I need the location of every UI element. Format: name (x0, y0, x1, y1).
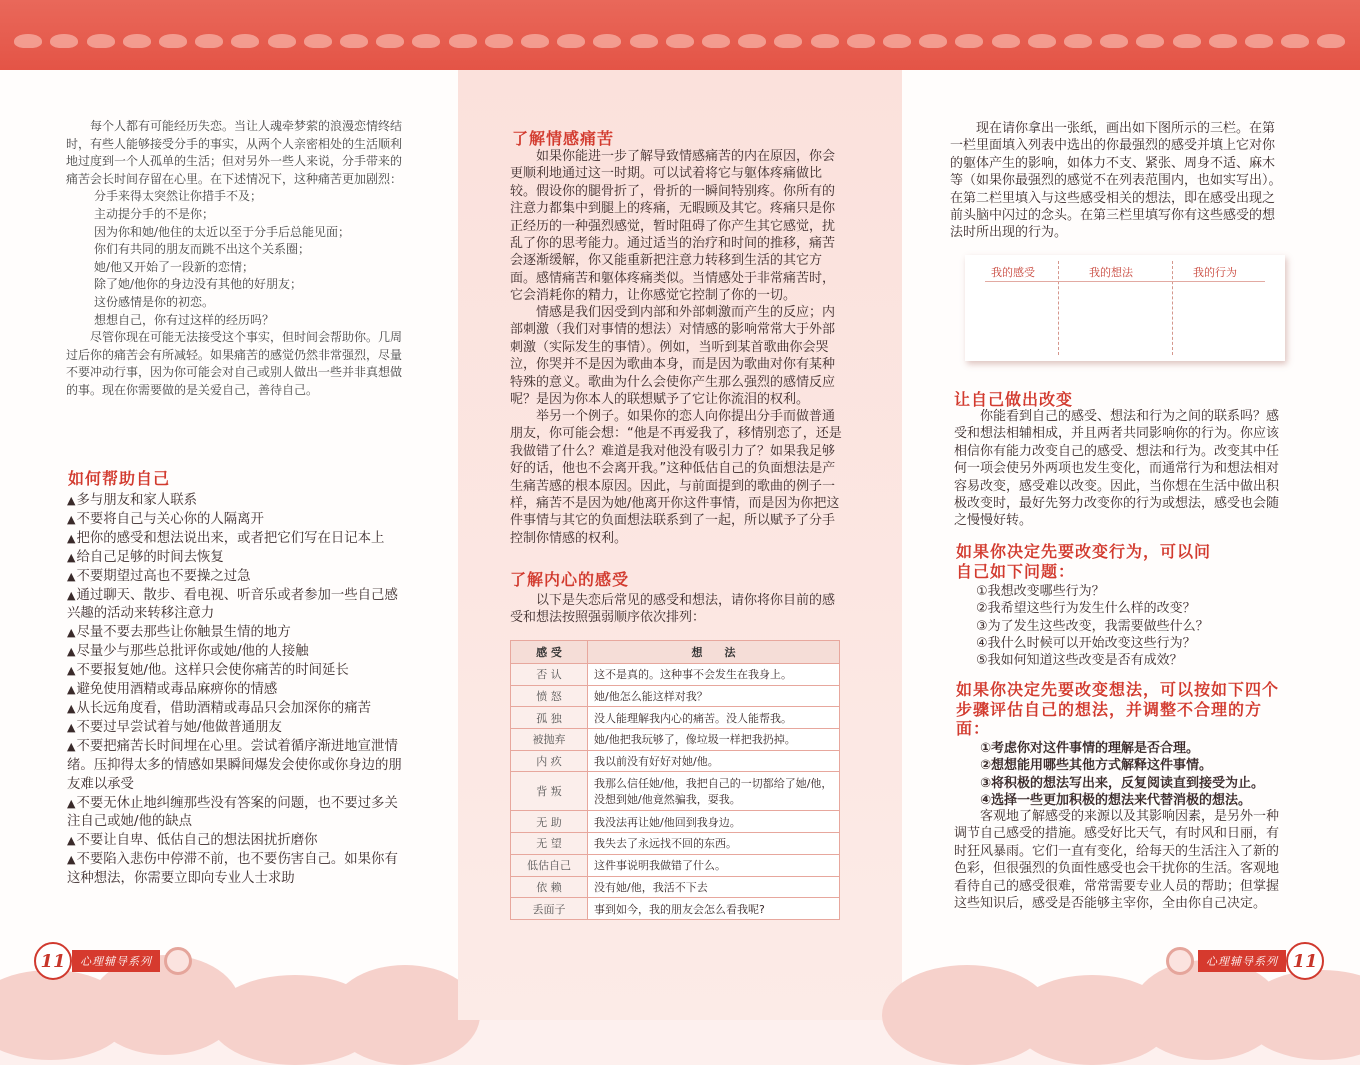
list-item: ▲ 从长远角度看，借助酒精或毒品只会加深你的痛苦 (67, 700, 407, 719)
list-item: ▲ 多与朋友和家人联系 (67, 492, 407, 511)
series-label: 心理辅导系列 (72, 950, 160, 972)
list-item: ②想想能用哪些其他方式解释这件事情。 (980, 758, 1213, 774)
three-column-card (965, 255, 1285, 361)
table-cell: 低估自己 (511, 854, 588, 876)
list-item: ▲ 不要无休止地纠缠那些没有答案的问题，也不要过多关注自己或她/他的缺点 (67, 795, 407, 833)
column-divider (1172, 261, 1173, 355)
table-cell: 无 望 (511, 833, 588, 855)
list-item: ▲ 不要把痛苦长时间埋在心里。尝试着循序渐进地宣泄情绪。压抑得太多的情感如果瞬间爆发会使你或你身边的朋友难以承受 (67, 738, 407, 795)
column-label: 我的行为 (1193, 266, 1237, 279)
table-cell: 事到如今，我的朋友会怎么看我呢? (588, 898, 840, 920)
table-row (511, 772, 840, 811)
list-item: ①我想改变哪些行为？ (976, 584, 1105, 599)
list-item: ▲ 不要期望过高也不要操之过急 (67, 568, 407, 587)
table-row (511, 729, 840, 751)
list-item: ④我什么时候可以开始改变这些行为？ (976, 635, 1196, 651)
table-cell: 我那么信任她/他，我把自己的一切都给了她/他，没想到她/他竟然骗我，耍我。 (588, 772, 840, 811)
emotional-pain-paragraph-1: 如果你能进一步了解导致情感痛苦的内在原因，你会更顺利地通过这一时期。可以试着将它与躯体疼痛做比较。假设你的腿骨折了，骨折的一瞬间特别疼。你所有的注意力都集中到腿上的疼痛，无暇顾及其它。疼痛只是你正经历的一种强烈感觉，暂时阻碍了你产生其它感觉，扰乱了你的思考能力。通过适当的治疗和时间的推移，痛苦会逐渐缓解，你又能重新把注意力转移到生活的其它方面。感情痛苦和躯体疼痛类似。当情感处于非常痛苦时，它会消耗你的精力，让你感觉它控制了你的一切。 (510, 149, 836, 304)
series-label: 心理辅导系列 (1198, 950, 1286, 972)
list-item: ▲ 不要让自卑、低估自己的想法困扰折磨你 (67, 832, 407, 851)
table-cell: 丢面子 (511, 898, 588, 920)
footer-right (1162, 942, 1324, 980)
top-banner (0, 0, 1360, 70)
table-cell: 依 赖 (511, 876, 588, 898)
list-item: ▲ 不要陷入悲伤中停滞不前，也不要伤害自己。如果你有这种想法，你需要立即向专业人士求助 (67, 851, 407, 889)
table-cell: 这件事说明我做错了什么。 (588, 854, 840, 876)
make-change-heading: 让自己做出改变 (954, 390, 1074, 409)
table-cell: 愤 怒 (511, 685, 588, 707)
list-item: ▲ 尽量少与那些总批评你或她/他的人接触 (67, 643, 407, 662)
table-header-row (511, 641, 840, 664)
list-item: ③为了发生这些改变，我需要做些什么？ (976, 618, 1209, 634)
table-cell: 没人能理解我内心的痛苦。没人能帮我。 (588, 707, 840, 729)
table-cell: 我没法再让她/他回到我身边。 (588, 811, 840, 833)
table-row (511, 685, 840, 707)
closing-paragraph: 客观地了解感受的来源以及其影响因素，是另外一种调节自己感受的措施。感受好比天气，有时风和日丽，有时狂风暴雨。它们一直有变化，给每天的生活注入了新的色彩，但很强烈的负面性感受也会干扰你的生活。客观地看待自己的感受很难，常常需要专业人员的帮助；但掌握这些知识后，感受是否能够主宰你，全由你自己决定。 (954, 809, 1280, 912)
table-cell: 否 认 (511, 664, 588, 686)
table-cell: 这不是真的。这种事不会发生在我身上。 (588, 664, 840, 686)
footer-left (34, 942, 196, 980)
table-cell: 她/他把我玩够了，像垃圾一样把我扔掉。 (588, 729, 840, 751)
inner-feelings-paragraph: 以下是失恋后常见的感受和想法，请你将你目前的感受和想法按照强弱顺序依次排列： (510, 593, 836, 626)
list-item: ▲ 不要过早尝试着与她/他做普通朋友 (67, 719, 407, 738)
table-cell: 孤 独 (511, 707, 588, 729)
list-item: ▲ 不要报复她/他。这样只会使你痛苦的时间延长 (67, 662, 407, 681)
table-cell: 无 助 (511, 811, 588, 833)
make-change-paragraph: 你能看到自己的感受、想法和行为之间的联系吗？感受和想法相辅相成，并且两者共同影响你的行为。你应该相信你有能力改变自己的感受、想法和行为。改变其中任何一项会使另外两项也发生变化，而通常行为和想法相对容易改变，感受难以改变。因此，当你想在生活中做出积极改变时，最好先努力改变你的行为或想法，感受也会随之慢慢好转。 (954, 409, 1280, 529)
emotional-pain-paragraph-2: 情感是我们因受到内部和外部刺激而产生的反应；内部刺激（我们对事情的想法）对情感的影响常常大于外部刺激（实际发生的事情）。例如，当听到某首歌曲你会哭泣，你哭并不是因为歌曲本身，而是因为歌曲对你有某种特殊的意义。歌曲为什么会使你产生那么强烈的感情反应呢？是因为你本人的联想赋予了它让你流泪的权利。 (510, 305, 836, 408)
header-line (985, 281, 1265, 282)
page-number: 11 (34, 942, 72, 980)
table-row (511, 876, 840, 898)
table-row (511, 898, 840, 920)
table-header: 想 法 (588, 641, 840, 664)
list-item: ▲ 尽量不要去那些让你触景生情的地方 (67, 624, 407, 643)
help-heading: 如何帮助自己 (68, 469, 171, 488)
column-divider (1058, 261, 1059, 355)
table-row (511, 750, 840, 772)
three-column-instructions: 现在请你拿出一张纸，画出如下图所示的三栏。在第一栏里面填入列表中选出的你最强烈的感受并填上它对你的躯体产生的影响，如体力不支、紧张、周身不适、麻木等（如果你最强烈的感觉不在列表范围内，也如实写出）。在第二栏里填入与这些感受相关的想法，即在感受出现之前头脑中闪过的念头。在第三栏里填写你有这些感受的想法时所出现的行为。 (950, 121, 1282, 241)
table-row (511, 854, 840, 876)
table-row (511, 811, 840, 833)
intro-paragraph: 每个人都有可能经历失恋。当让人魂牵梦萦的浪漫恋情终结时，有些人能够接受分手的事实，从两个人亲密相处的生活顺利地过度到一个人孤单的生活；但对另外一些人来说，分手带来的痛苦会长时间存留在心里。在下述情况下，这种痛苦更加剧烈： 分手来得太突然让你措手不及； 主动提分手的不是你； 因为你和她/他住的太近以至于分手后总能见面； 你们有共同的朋友而跳不出这个关系圈； 她/他又开始了一段新的恋情； 除了她/他你的身边没有其他的好朋友； 这份感情是你的初恋。 想想自己，你有过这样的经历吗？ 尽管你现在可能无法接受这个事实，但时间会帮助你。几周过后你的痛苦会有所减轻。如果痛苦的感觉仍然非常强烈，尽量不要冲动行事，因为你可能会对自己或别人做出一些并非真想做的事。现在你需要做的是关爱自己，善待自己。 (66, 119, 403, 397)
snail-icon (164, 947, 192, 975)
table-row (511, 833, 840, 855)
table-cell: 内 疚 (511, 750, 588, 772)
list-item: ▲ 避免使用酒精或毒品麻痹你的情感 (67, 681, 407, 700)
inner-feelings-heading: 了解内心的感受 (510, 570, 630, 589)
list-item: ▲ 把你的感受和想法说出来，或者把它们写在日记本上 (67, 530, 407, 549)
table-cell: 被抛弃 (511, 729, 588, 751)
column-label: 我的想法 (1089, 266, 1133, 279)
feelings-table (510, 640, 840, 920)
flower-pattern (0, 34, 1360, 58)
list-item: ③将积极的想法写出来，反复阅读直到接受为止。 (980, 775, 1265, 791)
list-item: ②我希望这些行为发生什么样的改变？ (976, 601, 1196, 617)
table-cell: 我以前没有好好对她/他。 (588, 750, 840, 772)
list-item: ①考虑你对这件事情的理解是否合理。 (980, 741, 1200, 756)
emotional-pain-heading: 了解情感痛苦 (512, 129, 615, 148)
table-cell: 我失去了永远找不回的东西。 (588, 833, 840, 855)
table-cell: 背 叛 (511, 772, 588, 811)
help-list (67, 492, 407, 889)
change-thoughts-heading: 如果你决定先要改变想法，可以按如下四个步骤评估自己的想法，并调整不合理的方面： (956, 680, 1280, 738)
thought-steps (980, 740, 1264, 809)
list-item: ▲ 通过聊天、散步、看电视、听音乐或者参加一些自己感兴趣的活动来转移注意力 (67, 587, 407, 625)
table-cell: 她/他怎么能这样对我？ (588, 685, 840, 707)
emotional-pain-paragraph-3: 举另一个例子。如果你的恋人向你提出分手而做普通朋友，你可能会想：“他是不再爱我了，移情别恋了，还是我做错了什么？难道是我对他没有吸引力了？如果我足够好的话，他也不会离开我。”这种低估自己的负面想法是产生痛苦感的根本原因。因此，与前面提到的歌曲的例子一样，痛苦不是因为她/他离开你这件事情，而是因为你把这件事情与其它的负面想法联系到了一起，所以赋予了分手控制你情感的权利。 (510, 409, 842, 546)
page-number: 11 (1286, 942, 1324, 980)
column-label: 我的感受 (991, 266, 1035, 279)
table-row (511, 664, 840, 686)
snail-icon (1166, 947, 1194, 975)
change-behavior-heading: 如果你决定先要改变行为，可以问自己如下问题： (956, 542, 1212, 581)
list-item: ④选择一些更加积极的想法来代替消极的想法。 (980, 792, 1252, 808)
list-item: ⑤我如何知道这些改变是否有成效？ (976, 653, 1183, 669)
behavior-questions (976, 583, 1209, 669)
list-item: ▲ 不要将自己与关心你的人隔离开 (67, 511, 407, 530)
table-header: 感 受 (511, 641, 588, 664)
table-row (511, 707, 840, 729)
list-item: ▲ 给自己足够的时间去恢复 (67, 549, 407, 568)
table-cell: 没有她/他，我活不下去 (588, 876, 840, 898)
